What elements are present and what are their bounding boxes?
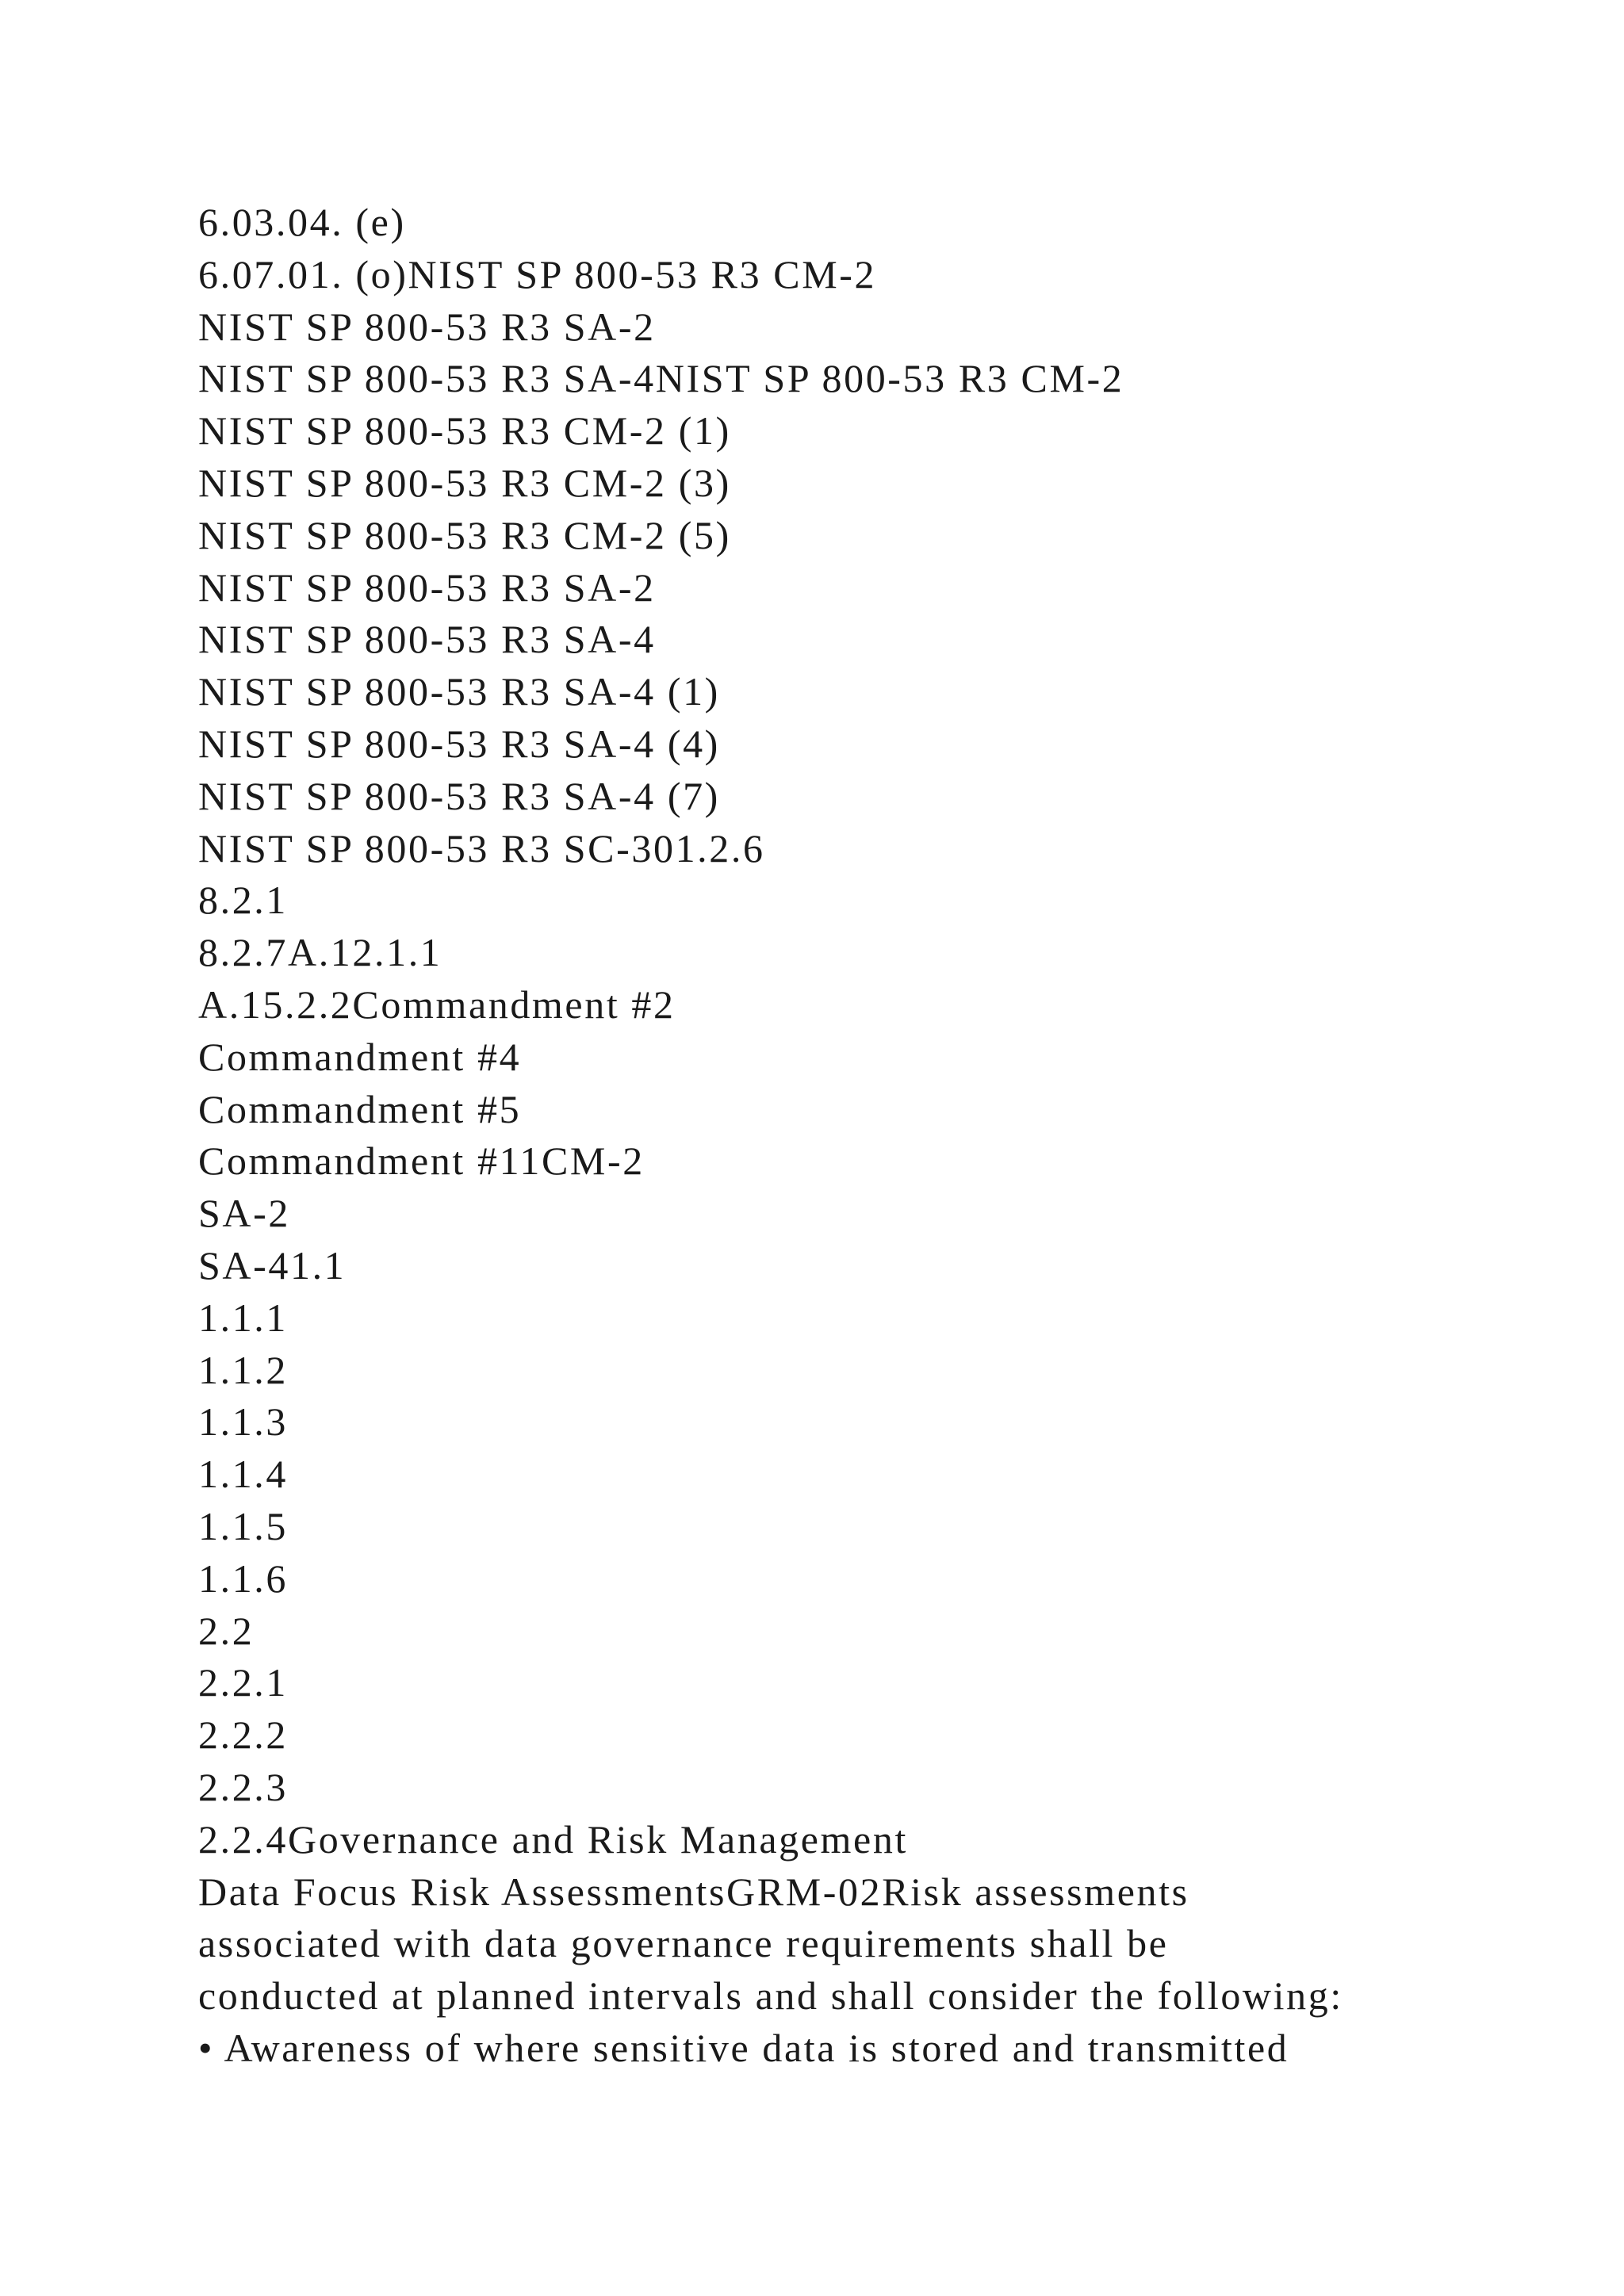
text-line: 1.1.6: [198, 1556, 288, 1601]
text-line: 2.2.3: [198, 1764, 288, 1809]
text-line: Commandment #4: [198, 1034, 522, 1079]
text-line: 2.2.2: [198, 1712, 288, 1758]
text-line: NIST SP 800-53 R3 SA-2: [198, 304, 656, 349]
text-line: 1.1.4: [198, 1452, 288, 1497]
text-line: NIST SP 800-53 R3 CM-2 (3): [198, 460, 731, 505]
text-line: NIST SP 800-53 R3 CM-2 (5): [198, 512, 731, 557]
bullet-line: • Awareness of where sensitive data is stored and transmitted: [198, 2025, 1289, 2070]
text-line: Commandment #11CM-2: [198, 1138, 645, 1184]
section-heading-line: 2.2.4Governance and Risk Management: [198, 1816, 908, 1862]
text-line: NIST SP 800-53 R3 SA-4 (1): [198, 669, 720, 714]
text-line: Commandment #5: [198, 1086, 522, 1131]
text-line: NIST SP 800-53 R3 SA-4 (7): [198, 773, 720, 818]
text-line: 6.07.01. (o)NIST SP 800-53 R3 CM-2: [198, 251, 877, 297]
text-line: 1.1.5: [198, 1503, 288, 1548]
text-line: 2.2: [198, 1608, 255, 1653]
text-line: NIST SP 800-53 R3 SA-4NIST SP 800-53 R3 CM-2: [198, 356, 1124, 401]
text-line: SA-41.1: [198, 1242, 347, 1288]
text-line: NIST SP 800-53 R3 SC-301.2.6: [198, 825, 765, 871]
text-line: 1.1.2: [198, 1347, 288, 1392]
text-line: 1.1.3: [198, 1399, 288, 1445]
text-line: NIST SP 800-53 R3 SA-4 (4): [198, 721, 720, 766]
text-line: NIST SP 800-53 R3 CM-2 (1): [198, 408, 731, 453]
text-line: associated with data governance requirements shall be: [198, 1921, 1169, 1966]
text-line: 6.03.04. (e): [198, 200, 406, 244]
text-line: 8.2.7A.12.1.1: [198, 930, 442, 975]
text-line: NIST SP 800-53 R3 SA-2: [198, 564, 656, 610]
text-line: 1.1.1: [198, 1295, 288, 1340]
text-line: 8.2.1: [198, 878, 288, 923]
text-line: NIST SP 800-53 R3 SA-4: [198, 617, 656, 662]
text-line: SA-2: [198, 1191, 290, 1236]
text-line: A.15.2.2Commandment #2: [198, 982, 676, 1027]
text-line: 2.2.1: [198, 1660, 288, 1705]
text-line: Data Focus Risk AssessmentsGRM-02Risk assessments: [198, 1869, 1189, 1914]
document-body-text: [198, 197, 1562, 2075]
text-line: conducted at planned intervals and shall consider the following:: [198, 1973, 1343, 2019]
